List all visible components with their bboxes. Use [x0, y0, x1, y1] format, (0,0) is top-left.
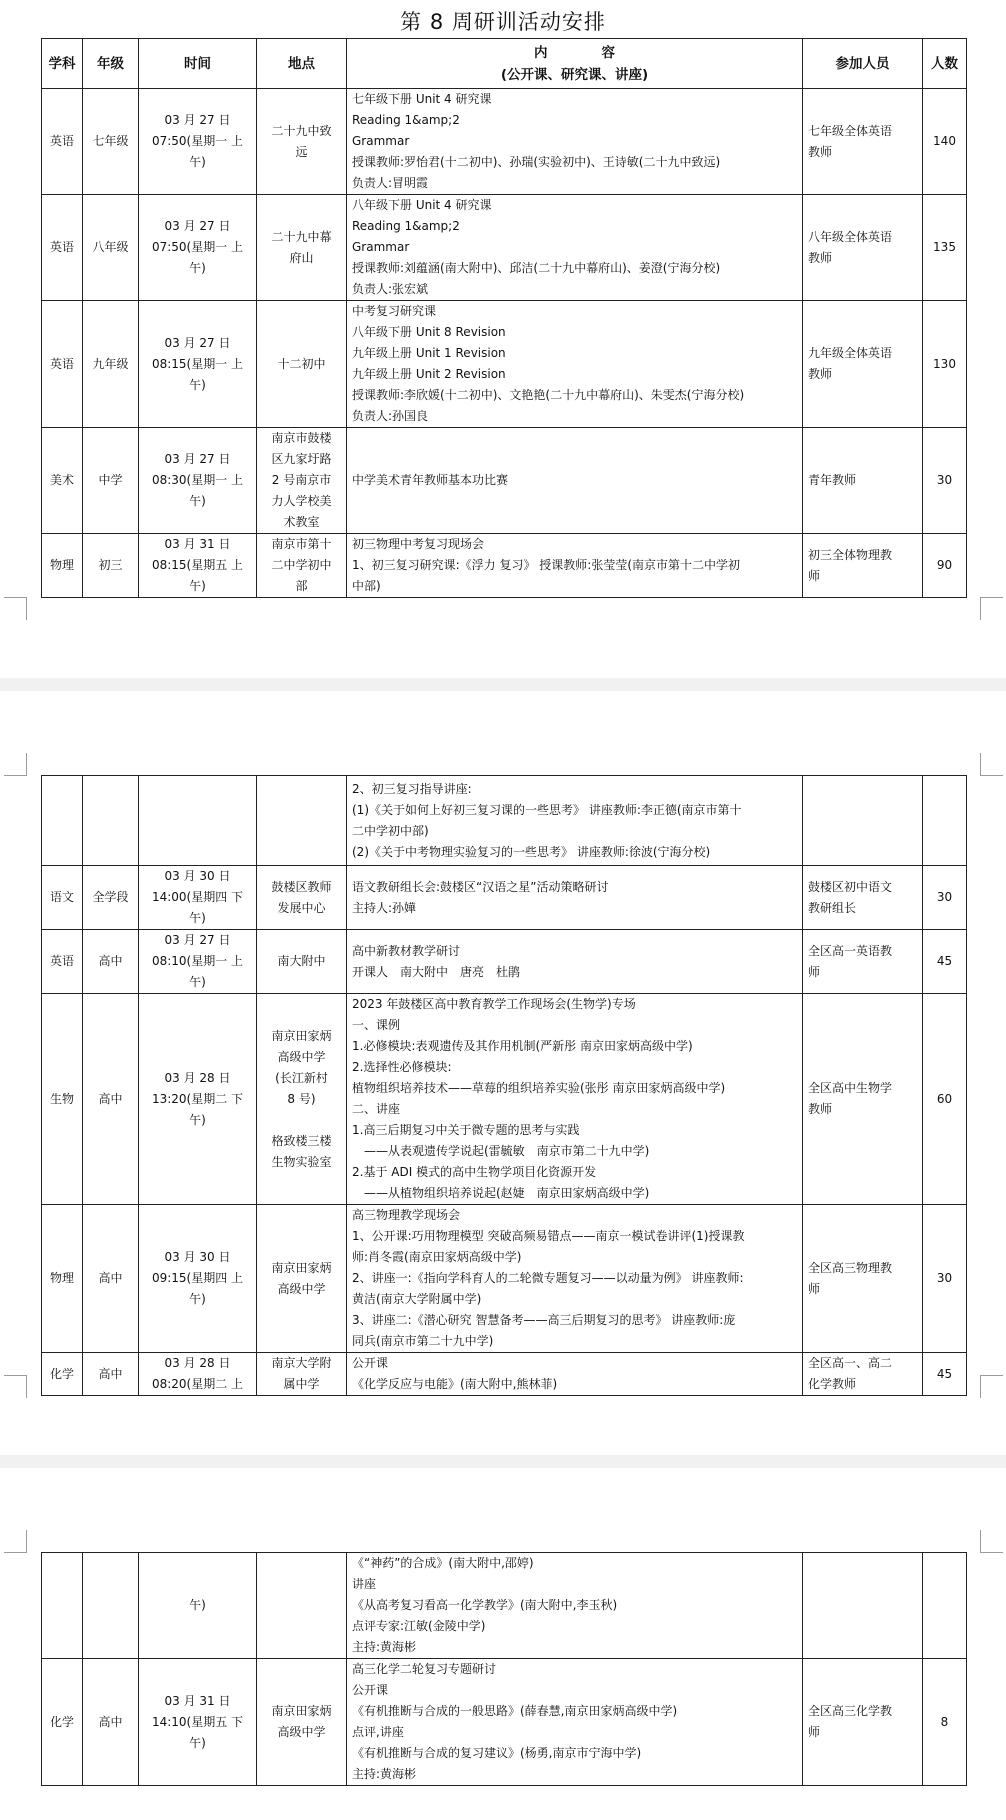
page-corner-mark — [4, 1530, 27, 1553]
cell-time-line: 03 月 31 日 — [164, 537, 231, 551]
cell-grade: 九年级 — [83, 301, 139, 428]
cell-participants-line: 全区高中生物学 — [808, 1081, 893, 1095]
cell-content-line: 主持:黄海彬 — [352, 1767, 417, 1781]
cell-content-line: 八年级下册 Unit 8 Revision — [352, 325, 506, 339]
cell-content-line: 《“神药”的合成》(南大附中,邵婷) — [352, 1556, 534, 1570]
cell-time-line: 03 月 30 日 — [164, 1250, 231, 1264]
cell-place-line: 生物实验室 — [271, 1154, 332, 1169]
table-row — [42, 1205, 967, 1353]
cell-participants — [803, 866, 923, 930]
cell-place — [257, 428, 347, 534]
table-row — [42, 866, 967, 930]
cell-content-line: Reading 1&amp;2 — [352, 113, 460, 127]
cell-time-line: 午) — [189, 377, 206, 392]
cell-place-line: 发展中心 — [277, 900, 326, 915]
page-corner-mark — [4, 597, 27, 620]
cell-place-line: 区九家圩路 — [271, 452, 332, 466]
cell-grade: 八年级 — [83, 195, 139, 301]
cell-grade: 高中 — [83, 1353, 139, 1396]
header-content — [347, 39, 803, 89]
cell-time-line: 03 月 28 日 — [164, 1070, 231, 1085]
table-row — [42, 1659, 967, 1786]
cell-content-line: 中学美术青年教师基本功比赛 — [352, 473, 509, 487]
cell-count: 140 — [923, 89, 967, 195]
cell-participants-line: 全区高一、高二 — [808, 1356, 893, 1370]
cell-place-line: 2 号南京市 — [271, 473, 332, 487]
page-corner-mark — [980, 1375, 1003, 1398]
cell-subject — [42, 1553, 83, 1659]
cell-content-line: (1)《关于如何上好初三复习课的一些思考》 讲座教师:李正德(南京市第十 — [352, 802, 742, 817]
cell-content-line: 1、公开课:巧用物理模型 突破高频易错点——南京一模试卷讲评(1)授课教 — [352, 1229, 745, 1243]
cell-time-line: 午) — [189, 1112, 206, 1127]
cell-place — [257, 1659, 347, 1786]
cell-time-line: 03 月 30 日 — [164, 869, 231, 883]
cell-participants — [803, 1659, 923, 1786]
cell-time-line: 08:30(星期一 上 — [151, 473, 244, 487]
page-corner-mark — [980, 753, 1003, 776]
cell-content-line: 中部) — [352, 579, 381, 593]
cell-time-line: 08:20(星期二 上 — [151, 1377, 244, 1391]
cell-content-line: ——从表观遗传学说起(雷毓敏 南京市第二十九中学) — [352, 1144, 650, 1158]
cell-count — [923, 1553, 967, 1659]
cell-count: 45 — [923, 1353, 967, 1396]
cell-grade: 全学段 — [83, 866, 139, 930]
cell-content-line: 《有机推断与合成的一般思路》(薛春慧,南京田家炳高级中学) — [352, 1704, 678, 1718]
cell-content — [347, 1659, 803, 1786]
cell-place-line: 南京田家炳 — [271, 1260, 332, 1275]
page-corner-mark — [980, 597, 1003, 620]
table-row — [42, 776, 967, 866]
cell-content-line: 2.基于 ADI 模式的高中生物学项目化资源开发 — [352, 1165, 597, 1179]
header-time: 时间 — [139, 39, 257, 89]
cell-place-line: 南京田家炳 — [271, 1028, 332, 1043]
cell-grade: 高中 — [83, 1205, 139, 1353]
cell-place — [257, 930, 347, 994]
cell-place-line: 南京市鼓楼 — [271, 431, 332, 445]
cell-participants — [803, 776, 923, 866]
cell-content-line: 初三物理中考复习现场会 — [352, 537, 485, 551]
cell-time-line: 07:50(星期一 上 — [151, 240, 244, 254]
cell-time — [139, 1353, 257, 1396]
cell-place-line: 高级中学 — [277, 1725, 326, 1739]
cell-content-line: ——从植物组织培养说起(赵婕 南京田家炳高级中学) — [352, 1186, 650, 1200]
cell-time-line: 13:20(星期二 下 — [151, 1091, 244, 1106]
cell-content-line: 语文教研组长会:鼓楼区“汉语之星”活动策略研讨 — [352, 879, 609, 894]
cell-time-line: 03 月 31 日 — [164, 1693, 231, 1708]
cell-participants — [803, 301, 923, 428]
cell-participants-line: 全区高一英语教 — [808, 943, 893, 958]
cell-content-line: 负责人:冒明霞 — [352, 176, 429, 190]
cell-content-line: 一、课例 — [352, 1018, 401, 1032]
cell-subject: 英语 — [42, 195, 83, 301]
cell-content-line: 授课教师:李欣媛(十二初中)、文艳艳(二十九中幕府山)、朱雯杰(宁海分校) — [352, 388, 745, 402]
page-corner-mark — [4, 1375, 27, 1398]
cell-content-line: 师:肖冬霞(南京田家炳高级中学) — [352, 1250, 522, 1264]
cell-content-line: 《从高考复习看高一化学教学》(南大附中,李玉秋) — [352, 1598, 618, 1612]
cell-grade: 初三 — [83, 534, 139, 598]
cell-time-line: 午) — [189, 1292, 206, 1306]
cell-time-line: 午) — [189, 579, 206, 593]
cell-subject: 生物 — [42, 994, 83, 1205]
cell-content-line: 黄洁(南京大学附属中学) — [352, 1292, 482, 1306]
cell-subject: 物理 — [42, 534, 83, 598]
cell-place-line: (长江新村 — [275, 1070, 328, 1085]
cell-content-line: 高中新教材教学研讨 — [352, 943, 461, 958]
page-1 — [0, 0, 1006, 678]
cell-place — [257, 195, 347, 301]
cell-content-line: 1.必修模块:表观遗传及其作用机制(严新彤 南京田家炳高级中学) — [352, 1039, 693, 1053]
cell-time-line: 03 月 27 日 — [164, 933, 231, 947]
cell-content — [347, 1205, 803, 1353]
table-row — [42, 89, 967, 195]
cell-subject: 美术 — [42, 428, 83, 534]
cell-place — [257, 89, 347, 195]
cell-content-line: 同兵(南京市第二十九中学) — [352, 1334, 494, 1348]
cell-time — [139, 301, 257, 428]
cell-time-line: 08:10(星期一 上 — [151, 954, 244, 968]
cell-count: 30 — [923, 428, 967, 534]
header-place: 地点 — [257, 39, 347, 89]
cell-time-line: 午) — [189, 155, 206, 169]
schedule-table-page-1 — [41, 38, 967, 598]
cell-participants — [803, 1205, 923, 1353]
cell-content-line: 2.选择性必修模块: — [352, 1060, 452, 1074]
cell-time-line: 午) — [189, 1598, 206, 1612]
cell-grade: 高中 — [83, 930, 139, 994]
cell-subject: 化学 — [42, 1353, 83, 1396]
cell-content — [347, 534, 803, 598]
cell-participants — [803, 930, 923, 994]
cell-content-line: 二、讲座 — [352, 1102, 401, 1116]
cell-subject: 语文 — [42, 866, 83, 930]
cell-time — [139, 866, 257, 930]
cell-content-line: 九年级上册 Unit 1 Revision — [352, 346, 506, 360]
schedule-table-page-2 — [41, 775, 967, 1396]
cell-content-line: 《有机推断与合成的复习建议》(杨勇,南京市宁海中学) — [352, 1746, 642, 1760]
cell-place — [257, 1553, 347, 1659]
cell-time-line: 07:50(星期一 上 — [151, 134, 244, 148]
cell-count: 45 — [923, 930, 967, 994]
header-count: 人数 — [923, 39, 967, 89]
cell-content — [347, 1553, 803, 1659]
cell-content-line: (2)《关于中考物理实验复习的一些思考》 讲座教师:徐波(宁海分校) — [352, 844, 711, 859]
cell-content-line: Reading 1&amp;2 — [352, 219, 460, 233]
table-row — [42, 930, 967, 994]
cell-content-line: 授课教师:罗怡君(十二初中)、孙瑞(实验初中)、王诗敏(二十九中致远) — [352, 155, 721, 169]
cell-time-line: 08:15(星期一 上 — [151, 356, 244, 371]
cell-content — [347, 195, 803, 301]
cell-time — [139, 1553, 257, 1659]
cell-participants-line: 全区高三物理教 — [808, 1260, 893, 1275]
cell-content-line: 负责人:孙国良 — [352, 409, 429, 423]
cell-content-line: 九年级上册 Unit 2 Revision — [352, 367, 506, 381]
cell-participants — [803, 994, 923, 1205]
cell-participants-line: 师 — [808, 1725, 821, 1739]
cell-place — [257, 994, 347, 1205]
cell-content-line: 《化学反应与电能》(南大附中,熊林菲) — [352, 1377, 558, 1391]
cell-place-line: 部 — [295, 579, 308, 593]
cell-time — [139, 89, 257, 195]
cell-participants-line: 师 — [808, 964, 821, 979]
cell-time-line: 09:15(星期四 上 — [151, 1271, 244, 1285]
cell-place — [257, 776, 347, 866]
cell-subject: 化学 — [42, 1659, 83, 1786]
table-row — [42, 1553, 967, 1659]
cell-subject: 英语 — [42, 301, 83, 428]
cell-place — [257, 1353, 347, 1396]
cell-content — [347, 930, 803, 994]
cell-count: 8 — [923, 1659, 967, 1786]
cell-place-line: 南京大学附 — [271, 1356, 332, 1370]
header-content-title: 内 容 — [534, 44, 615, 61]
cell-participants-line: 七年级全体英语 — [808, 123, 893, 138]
cell-content-line: Grammar — [352, 240, 410, 254]
cell-time — [139, 776, 257, 866]
cell-count — [923, 776, 967, 866]
cell-place-line: 二十九中幕 — [271, 229, 332, 244]
cell-subject: 英语 — [42, 89, 83, 195]
cell-grade: 中学 — [83, 428, 139, 534]
cell-place — [257, 866, 347, 930]
page-2 — [0, 691, 1006, 1455]
cell-grade — [83, 776, 139, 866]
page-corner-mark — [980, 1530, 1003, 1553]
cell-time — [139, 428, 257, 534]
cell-time — [139, 930, 257, 994]
cell-participants — [803, 428, 923, 534]
table-row — [42, 301, 967, 428]
page-3 — [0, 1468, 1006, 1820]
cell-content — [347, 866, 803, 930]
header-subject: 学科 — [42, 39, 83, 89]
cell-place-line: 高级中学 — [277, 1281, 326, 1296]
cell-content-line: 开课人 南大附中 唐亮 杜鹃 — [352, 964, 521, 979]
cell-time-line: 午) — [189, 494, 206, 508]
header-grade: 年级 — [83, 39, 139, 89]
cell-place-line: 二中学初中 — [271, 558, 332, 572]
cell-participants — [803, 195, 923, 301]
cell-content — [347, 776, 803, 866]
cell-content-line: 公开课 — [352, 1356, 389, 1370]
cell-subject: 英语 — [42, 930, 83, 994]
cell-participants — [803, 1353, 923, 1396]
cell-participants-line: 初三全体物理教 — [808, 547, 893, 562]
cell-place-line: 术教室 — [283, 515, 320, 529]
cell-count: 135 — [923, 195, 967, 301]
cell-subject: 物理 — [42, 1205, 83, 1353]
cell-content-line: 负责人:张宏斌 — [352, 282, 429, 296]
cell-content-line: 1、初三复习研究课:《浮力 复习》 授课教师:张莹莹(南京市第十二中学初 — [352, 558, 741, 572]
cell-count: 30 — [923, 866, 967, 930]
page-corner-mark — [4, 753, 27, 776]
cell-place-line: 鼓楼区教师 — [271, 879, 332, 894]
cell-content — [347, 301, 803, 428]
cell-subject — [42, 776, 83, 866]
table-row — [42, 994, 967, 1205]
cell-content-line: 植物组织培养技术——草莓的组织培养实验(张彤 南京田家炳高级中学) — [352, 1081, 726, 1095]
cell-place-line — [262, 1110, 341, 1131]
cell-participants-line: 教师 — [808, 1102, 833, 1116]
cell-place-line: 远 — [295, 144, 308, 159]
cell-place — [257, 1205, 347, 1353]
cell-time-line: 03 月 27 日 — [164, 113, 231, 127]
cell-place-line: 二十九中致 — [271, 123, 332, 138]
cell-content-line: 七年级下册 Unit 4 研究课 — [352, 92, 492, 106]
cell-time-line: 03 月 27 日 — [164, 452, 231, 466]
cell-place-line: 高级中学 — [277, 1049, 326, 1064]
cell-content-line: 1.高三后期复习中关于微专题的思考与实践 — [352, 1123, 580, 1137]
cell-time — [139, 1205, 257, 1353]
cell-content-line: 中考复习研究课 — [352, 304, 437, 318]
cell-participants-line: 青年教师 — [808, 473, 857, 487]
table-row — [42, 1353, 967, 1396]
cell-place-line: 属中学 — [283, 1377, 320, 1391]
cell-participants-line: 教研组长 — [808, 900, 857, 915]
cell-time — [139, 1659, 257, 1786]
cell-participants-line: 教师 — [808, 367, 833, 381]
cell-place-line: 府山 — [289, 250, 314, 265]
cell-time-line: 午) — [189, 911, 206, 925]
cell-content-line: 2、讲座一:《指向学科育人的二轮微专题复习——以动量为例》 讲座教师: — [352, 1271, 744, 1285]
cell-time — [139, 195, 257, 301]
cell-content-line: 3、讲座二:《潜心研究 智慧备考——高三后期复习的思考》 讲座教师:庞 — [352, 1313, 736, 1327]
cell-participants-line: 全区高三化学教 — [808, 1704, 893, 1718]
cell-time-line: 03 月 27 日 — [164, 219, 231, 233]
cell-content — [347, 994, 803, 1205]
table-row — [42, 534, 967, 598]
cell-participants — [803, 1553, 923, 1659]
cell-participants-line: 师 — [808, 568, 821, 583]
cell-time-line: 03 月 27 日 — [164, 335, 231, 350]
cell-content-line: 主持:黄海彬 — [352, 1640, 417, 1654]
cell-content-line: 公开课 — [352, 1683, 389, 1697]
cell-time-line: 14:00(星期四 下 — [151, 890, 244, 904]
cell-participants — [803, 534, 923, 598]
table-row — [42, 195, 967, 301]
cell-count: 30 — [923, 1205, 967, 1353]
cell-content — [347, 1353, 803, 1396]
cell-place-line: 十二初中 — [277, 356, 326, 371]
cell-time-line: 午) — [189, 261, 206, 275]
cell-content-line: 2、初三复习指导讲座: — [352, 781, 472, 796]
cell-participants-line: 教师 — [808, 144, 833, 159]
table-header-row — [42, 39, 967, 89]
cell-participants-line: 鼓楼区初中语文 — [808, 879, 893, 894]
cell-content-line: 八年级下册 Unit 4 研究课 — [352, 198, 492, 212]
cell-content-line: 主持人:孙嬅 — [352, 900, 417, 915]
cell-content-line: 点评专家:江敏(金陵中学) — [352, 1619, 486, 1633]
cell-participants-line: 九年级全体英语 — [808, 346, 893, 360]
cell-content-line: 高三化学二轮复习专题研讨 — [352, 1662, 497, 1676]
schedule-table-page-3 — [41, 1552, 967, 1786]
cell-content — [347, 428, 803, 534]
cell-grade: 高中 — [83, 994, 139, 1205]
cell-content-line: 点评,讲座 — [352, 1725, 404, 1739]
header-participants: 参加人员 — [803, 39, 923, 89]
cell-place-line: 南大附中 — [277, 954, 326, 968]
cell-content-line: 2023 年鼓楼区高中教育教学工作现场会(生物学)专场 — [352, 997, 636, 1011]
cell-time — [139, 534, 257, 598]
cell-grade — [83, 1553, 139, 1659]
cell-count: 60 — [923, 994, 967, 1205]
cell-place-line: 力人学校美 — [271, 494, 332, 508]
cell-place-line: 8 号) — [287, 1091, 316, 1106]
cell-grade: 七年级 — [83, 89, 139, 195]
cell-content-line: 二中学初中部) — [352, 823, 429, 838]
cell-count: 130 — [923, 301, 967, 428]
cell-content-line: 讲座 — [352, 1577, 377, 1591]
cell-participants-line: 化学教师 — [808, 1377, 857, 1391]
table-row — [42, 428, 967, 534]
header-content-subtitle: (公开课、研究课、讲座) — [500, 66, 649, 83]
cell-place-line: 南京市第十 — [271, 537, 332, 551]
cell-place-line: 南京田家炳 — [271, 1704, 332, 1718]
cell-place — [257, 534, 347, 598]
cell-participants-line: 教师 — [808, 250, 833, 265]
cell-time-line: 午) — [189, 975, 206, 989]
cell-place-line: 格致楼三楼 — [271, 1133, 332, 1148]
cell-content-line: 高三物理教学现场会 — [352, 1208, 461, 1222]
document-title: 第 8 周研训活动安排 — [400, 10, 606, 34]
cell-participants-line: 八年级全体英语 — [808, 229, 893, 244]
cell-content — [347, 89, 803, 195]
cell-participants — [803, 89, 923, 195]
cell-time — [139, 994, 257, 1205]
cell-content-line: Grammar — [352, 134, 410, 148]
cell-place — [257, 301, 347, 428]
cell-participants-line: 师 — [808, 1281, 821, 1296]
cell-time-line: 08:15(星期五 上 — [151, 558, 244, 572]
cell-time-line: 14:10(星期五 下 — [151, 1714, 244, 1729]
cell-time-line: 03 月 28 日 — [164, 1356, 231, 1370]
cell-grade: 高中 — [83, 1659, 139, 1786]
cell-time-line: 午) — [189, 1735, 206, 1750]
cell-count: 90 — [923, 534, 967, 598]
cell-content-line: 授课教师:刘蕴涵(南大附中)、邱洁(二十九中幕府山)、姜澄(宁海分校) — [352, 261, 721, 275]
